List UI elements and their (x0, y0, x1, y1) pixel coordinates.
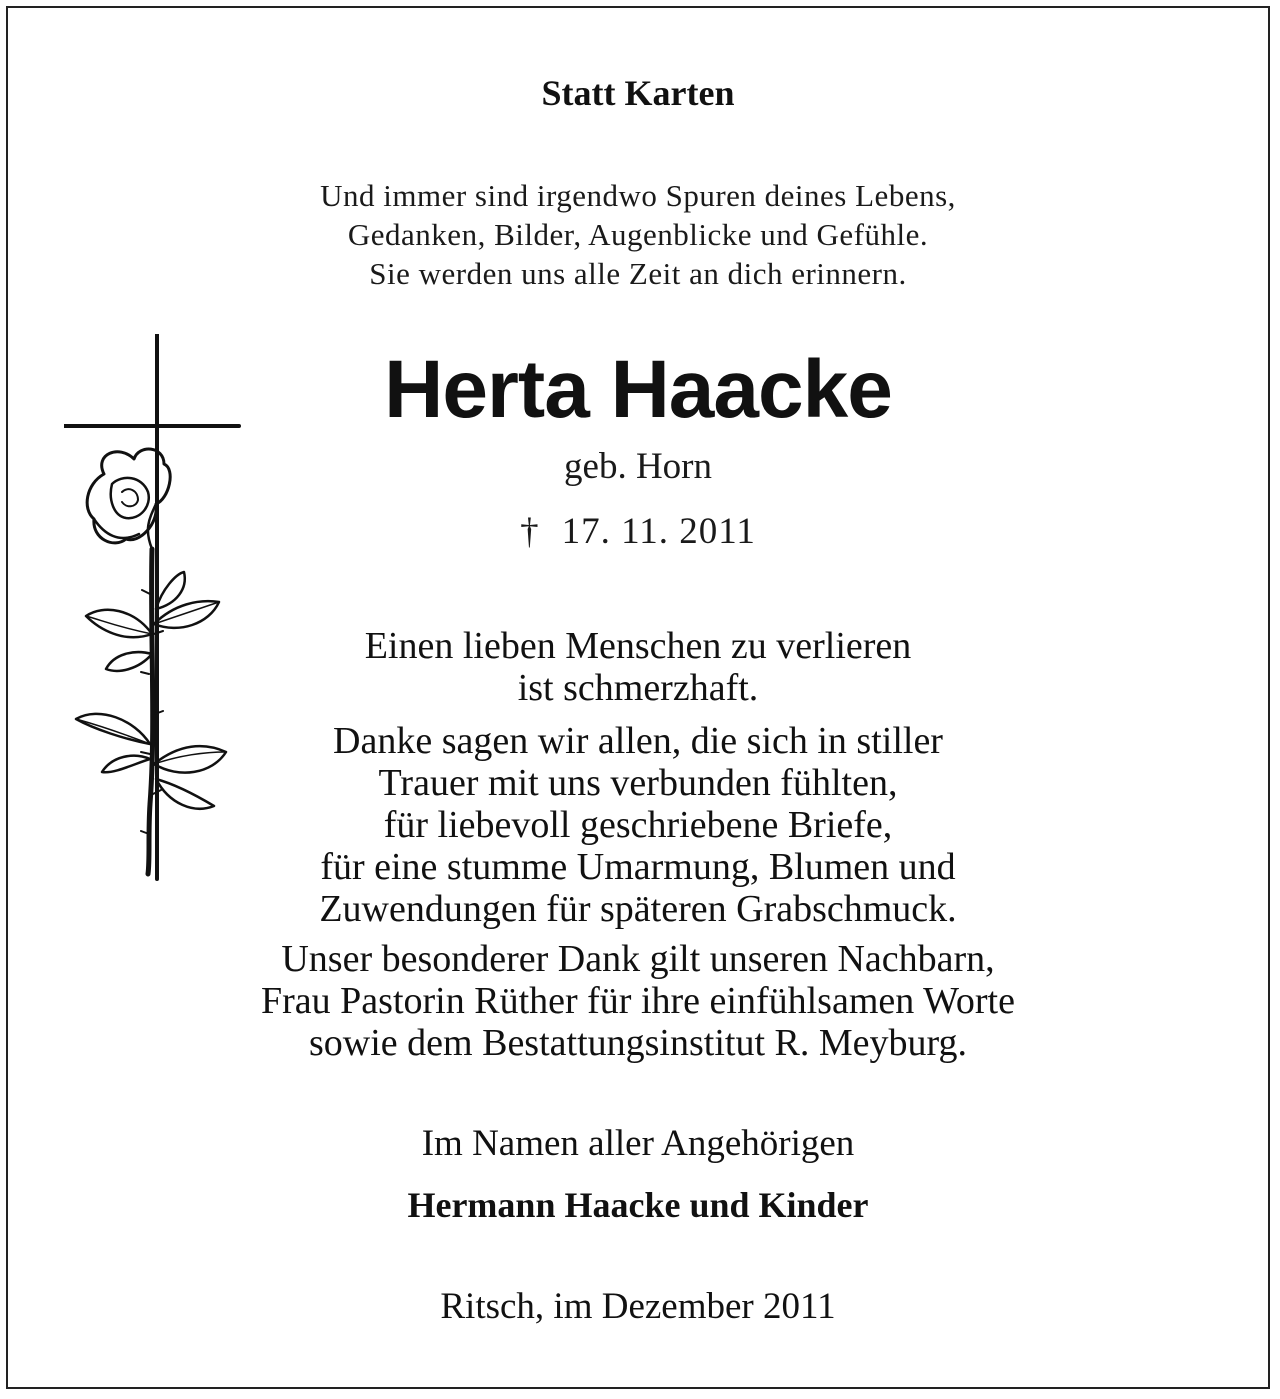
signer-names: Hermann Haacke und Kinder (407, 1185, 869, 1225)
paragraph-line: Unser besonderer Dank gilt unseren Nachbarn, (281, 938, 995, 980)
paragraph-line: Danke sagen wir allen, die sich in stiller (333, 720, 943, 762)
paragraph-line: Einen lieben Menschen zu verlieren (364, 625, 912, 667)
quote-line: Gedanken, Bilder, Augenblicke und Gefühle. (347, 217, 929, 252)
death-date: 17. 11. 2011 (561, 511, 756, 552)
paragraph-line: für eine stumme Umarmung, Blumen und (320, 846, 956, 888)
paragraph-line: für liebevoll geschriebene Briefe, (383, 804, 893, 846)
notice-heading: Statt Karten (541, 73, 735, 113)
obituary-card (6, 6, 1270, 1389)
paragraph-line: Zuwendungen für späteren Grabschmuck. (319, 888, 957, 930)
paragraph-line: ist schmerzhaft. (517, 667, 759, 709)
place-and-date: Ritsch, im Dezember 2011 (440, 1286, 836, 1327)
paragraph-loss (8, 625, 1268, 709)
birth-name: geb. Horn (564, 446, 712, 487)
paragraph-line: Trauer mit uns verbunden fühlten, (378, 762, 898, 804)
deceased-name: Herta Haacke (384, 344, 892, 435)
paragraph-special-thanks (8, 938, 1268, 1064)
paragraph-thanks (8, 720, 1268, 930)
paragraph-line: Frau Pastorin Rüther für ihre einfühlsamen Worte (261, 980, 1015, 1022)
memorial-quote (8, 176, 1268, 293)
death-date-line (8, 510, 1268, 553)
paragraph-line: sowie dem Bestattungsinstitut R. Meyburg. (309, 1022, 967, 1064)
quote-line: Sie werden uns alle Zeit an dich erinnern. (369, 256, 907, 291)
dagger-symbol: † (520, 511, 540, 552)
signoff-line: Im Namen aller Angehörigen (421, 1123, 855, 1164)
quote-line: Und immer sind irgendwo Spuren deines Lebens, (320, 178, 956, 213)
